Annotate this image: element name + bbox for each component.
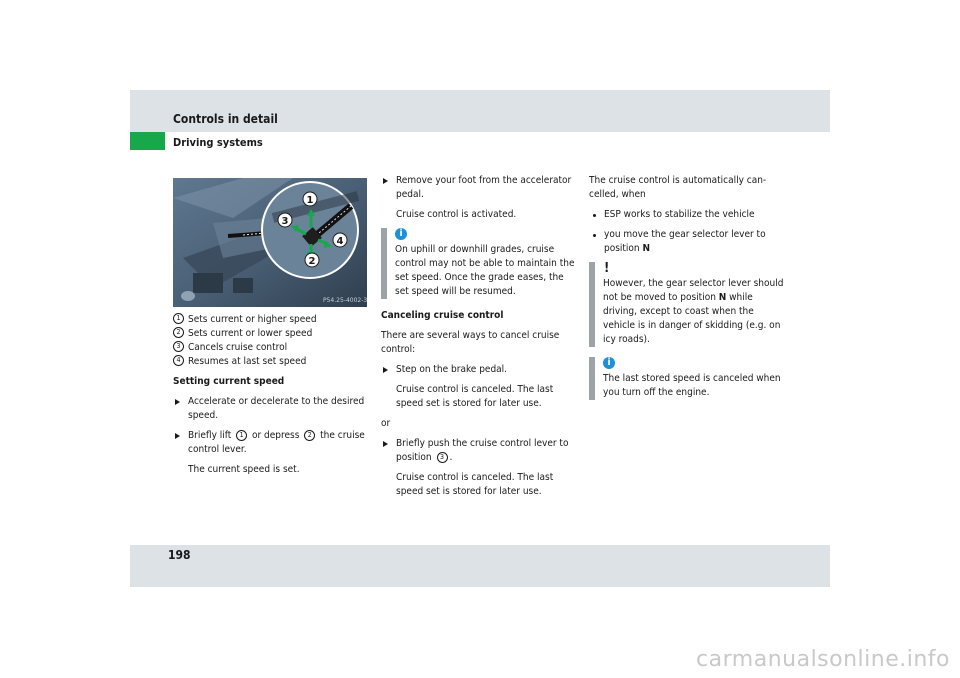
info-text: The last stored speed is canceled when you turn off the engine. <box>603 373 781 398</box>
callout-number: 2 <box>173 327 184 338</box>
section-heading: Canceling cruise control <box>381 310 504 321</box>
paragraph: There are several ways to cancel cruise control: <box>381 330 560 355</box>
marker-3: 3 <box>281 216 289 227</box>
step-text: Accelerate or decelerate to the desired speed. <box>188 396 365 421</box>
instruction-step <box>173 429 369 457</box>
step-result: Cruise control is canceled. The last speed set is stored for later use. <box>396 384 554 409</box>
info-icon: i <box>603 357 615 369</box>
figure-code: P54.25-4002-31 <box>323 297 367 304</box>
step-text: Remove your foot from the accelerator pedal. <box>396 175 572 200</box>
note-bar <box>381 228 387 299</box>
gear-position: N <box>642 243 651 254</box>
warning-text: However, the gear selector lever should not be moved to position N while driving, except to coast when the vehicle is in danger of skidding (e.g. on icy roads). <box>603 278 784 345</box>
info-icon: i <box>395 228 407 240</box>
marker-4: 4 <box>336 236 344 247</box>
paragraph: or <box>381 418 391 429</box>
paragraph: The cruise control is automatically can-celled, when <box>589 175 767 200</box>
callout-text: Resumes at last set speed <box>188 356 307 367</box>
callout-number: 4 <box>173 355 184 366</box>
section-tab <box>130 132 165 150</box>
gear-position: N <box>718 292 727 303</box>
bullet-dot-icon <box>593 234 596 237</box>
watermark-text[interactable]: carmanualsonline.info <box>696 647 950 672</box>
instruction-step <box>381 174 576 202</box>
column-1 <box>173 313 369 483</box>
footer-band <box>130 545 830 587</box>
warning-icon: ! <box>604 261 610 276</box>
inline-marker: 2 <box>304 430 315 441</box>
bullet-dot-icon <box>593 214 596 217</box>
step-arrow-icon <box>175 433 180 439</box>
step-result: Cruise control is canceled. The last speed set is stored for later use. <box>396 472 554 497</box>
step-arrow-icon <box>383 441 388 447</box>
callout-text: Sets current or lower speed <box>188 328 313 339</box>
step-text: Briefly lift <box>188 430 232 441</box>
cruise-control-figure <box>173 178 367 307</box>
step-text: Step on the brake pedal. <box>396 364 508 375</box>
step-text: the cruise control lever. <box>188 430 365 455</box>
instruction-step <box>381 363 576 377</box>
instruction-step <box>381 437 576 465</box>
note-bar <box>589 262 595 347</box>
callout-3 <box>173 341 369 355</box>
page-subtitle: Driving systems <box>173 136 263 149</box>
step-text: . <box>449 452 453 463</box>
info-text: On uphill or downhill grades, cruise control may not be able to maintain the set speed. Once the grade eases, the set speed will be resumed. <box>395 244 575 297</box>
column-3 <box>589 174 784 410</box>
instruction-step <box>173 395 369 423</box>
step-result: Cruise control is activated. <box>396 209 517 220</box>
bullet-item <box>589 208 784 222</box>
step-arrow-icon <box>383 178 388 184</box>
section-heading: Setting current speed <box>173 376 285 387</box>
info-note <box>589 357 784 400</box>
callout-text: Cancels cruise control <box>188 342 288 353</box>
bullet-item <box>589 228 784 256</box>
marker-1: 1 <box>306 195 314 206</box>
info-note <box>381 228 576 299</box>
steering-column-illustration <box>173 178 367 307</box>
step-text: or depress <box>252 430 300 441</box>
callout-text: Sets current or higher speed <box>188 314 317 325</box>
inline-marker: 3 <box>437 452 448 463</box>
note-bar <box>589 357 595 400</box>
bullet-text: you move the gear selector lever to position <box>604 229 766 254</box>
callout-1 <box>173 313 369 327</box>
column-2 <box>381 174 576 505</box>
step-arrow-icon <box>383 367 388 373</box>
warning-note <box>589 262 784 347</box>
step-arrow-icon <box>175 399 180 405</box>
bullet-text: ESP works to stabilize the vehicle <box>604 209 755 220</box>
callout-number: 3 <box>173 341 184 352</box>
callout-4 <box>173 355 369 369</box>
page-title: Controls in detail <box>173 112 278 126</box>
step-text: Briefly push the cruise control lever to position <box>396 438 569 463</box>
callout-number: 1 <box>173 313 184 324</box>
step-result: The current speed is set. <box>188 464 300 475</box>
page-number: 198 <box>168 548 191 562</box>
marker-2: 2 <box>308 256 316 267</box>
callout-2 <box>173 327 369 341</box>
inline-marker: 1 <box>236 430 247 441</box>
